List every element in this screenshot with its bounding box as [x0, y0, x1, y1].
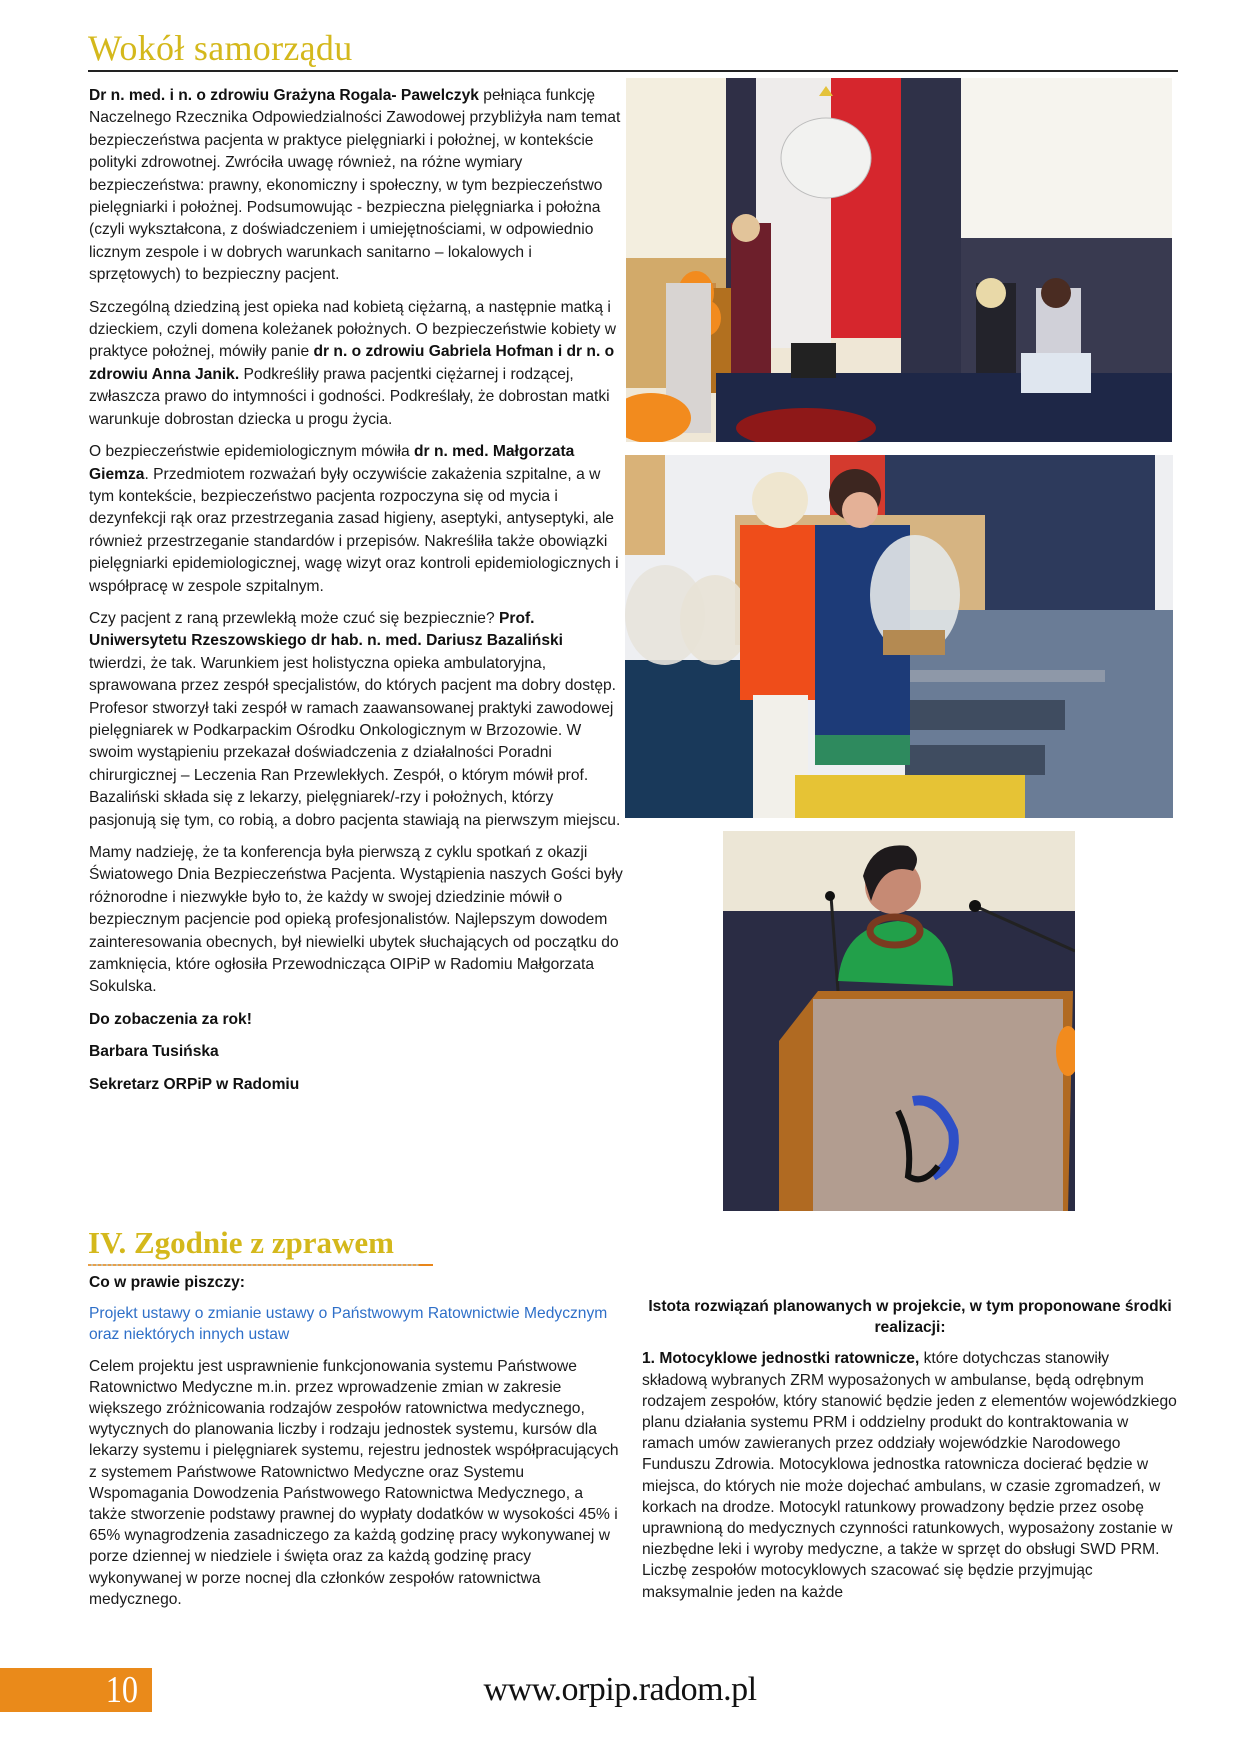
- paragraph-text: Czy pacjent z raną przewlekłą może czuć się bezpiecznie?: [89, 609, 499, 627]
- paragraph: [642, 1348, 1178, 1602]
- photo-speaker-green: [723, 831, 1075, 1211]
- section-title: Wokół samorządu: [88, 28, 353, 68]
- closing-line: [89, 1009, 624, 1031]
- paragraph: [89, 842, 624, 999]
- paragraph-text: O bezpieczeństwie epidemiologicznym mówiła: [89, 443, 415, 461]
- paragraph: [89, 297, 624, 431]
- speaker-name: Prof. Uniwersytetu Rzeszowskiego dr hab. n. med. Dariusz Bazaliński: [89, 609, 564, 650]
- subheading-text: Istota rozwiązań planowanych w projekcie, w tym proponowane środki realizacji:: [648, 1298, 1172, 1337]
- author-name: Barbara Tusińska: [89, 1043, 219, 1061]
- closing-text: Do zobaczenia za rok!: [89, 1010, 252, 1028]
- speaker-name: Dr n. med. i n. o zdrowiu Grażyna Rogala- Pawelczyk: [89, 87, 479, 104]
- item-title: 1. Motocyklowe jednostki ratownicze,: [642, 1350, 920, 1368]
- section-heading: IV. Zgodnie z zprawem: [88, 1225, 394, 1260]
- link-text[interactable]: Projekt ustawy o zmianie ustawy o Państwowym Ratownictwie Medycznym oraz niektórych innych ustaw: [89, 1305, 608, 1344]
- paragraph: Celem projektu jest usprawnienie funkcjonowania systemu Państwowe Ratownictwo Medyczne m.in. przez wprowadzenie zmian w zakresie większego zróżnicowania rodzajów zespołów ratownictwa medycznego, wytycznych do planowania liczby i rodzaju jednostek systemu, kursów dla lekarzy systemu i pielęgniarek systemu, rejestru jednostek współpracujących z systemem Państwowe Ratownictwo Medyczne oraz Systemu Wspomagania Dowodzenia Państwowego Ratownictwa Medycznego, a także stworzenie podstawy prawnej do wypłaty dodatków w wysokości 45% i 65% wynagrodzenia zasadniczego za każdą godzinę pracy wykonywanej w porze dziennej w niedziele i święta oraz za każdą godzinę pracy wykonywanej w porze nocnej dla członków zespołów ratownictwa medycznego.: [89, 1357, 619, 1608]
- photo-image: [723, 831, 1075, 1211]
- photo-conference-speaker: [626, 78, 1172, 442]
- author-role-line: [89, 1074, 624, 1096]
- photo-image: [626, 78, 1172, 442]
- author-line: [89, 1041, 624, 1063]
- page-number: 10: [105, 1669, 138, 1711]
- header-rule: [88, 70, 1178, 72]
- paragraph-text: twierdzi, że tak. Warunkiem jest holistyczna opieka ambulatoryjna, sprawowana przez zespół specjalistów, do których pacjent ma dobry dostęp. Profesor stworzył taki zespół w ramach zaawansowanej praktyki zawodowej pielęgniarek w Podkarpackim Ośrodku Onkologicznym w Brzozowie. W swoim wystąpieniu przekazał doświadczenia z działalności Poradni chirurgicznej – Leczenia Ran Przewlekłych. Zespół, o którym mówił prof. Bazaliński składa się z lekarzy, pielęgniarek/-rzy i położnych, którzy pasjonują się tym, co robią, a dobro pacjenta stawiają na pierwszym miejscu.: [89, 654, 621, 829]
- paragraph-text: Mamy nadzieję, że ta konferencja była pierwszą z cyklu spotkań z okazji Światowego Dnia Bezpieczeństwa Pacjenta. Wystąpienia naszych Gości były różnorodne i niezwykłe było to, że każdy w swojej dziedzinie mówił o bezpiecznym pacjencie pod opieką profesjonalistów. Najlepszym dowodem zainteresowania obecnych, był niewielki ubytek słuchających od początku do zamknięcia, które ogłosiła Przewodnicząca OIPiP w Radomiu Małgorzata Sokulska.: [89, 844, 623, 996]
- law-column-right: [642, 1296, 1178, 1613]
- paragraph-text: Szczególną dziedziną jest opieka nad kobietą ciężarną, a następnie matką i dzieckiem, czyli domena koleżanek położnych. O bezpieczeństwie kobiety w praktyce położnej, mówiły panie: [89, 298, 616, 361]
- page-header: [88, 28, 1178, 68]
- paragraph-text: . Przedmiotem rozważań były oczywiście zakażenia szpitalne, a w tym kontekście, bezpieczeństwo pacjenta rozpoczyna się od mycia i dezynfekcji rąk oraz przestrzegania zasad higieny, aseptyki, antyseptyki, ale również przestrzeganie standardów i przepisów. Nakreśliła także obowiązki pielęgniarki epidemiologicznej, wagę wizyt oraz kontroli epidemiologicznych i współpracę w zespole szpitalnym.: [89, 465, 619, 595]
- subheading-text: Co w prawie piszczy:: [89, 1274, 245, 1291]
- speaker-name: dr n. med. Małgorzata Giemza: [89, 443, 575, 483]
- paragraph: [89, 608, 624, 832]
- paragraph-text: które dotychczas stanowiły składową wybranych ZRM wyposażonych w ambulanse, będą odrębnym rodzajem zespołów, który stanowić będzie jeden z elementów wojewódzkiego planu działania systemu PRM i oddzielny produkt do kontraktowania w ramach umów zawieranych przez oddziały wojewódzkie Narodowego Funduszu Zdrowia. Motocyklowa jednostka ratownicza docierać będzie w miejsca, do których nie może dojechać ambulans, w czasie zgromadzeń, w korkach na drodze. Motocykl ratunkowy prowadzony będzie przez osobę uprawnioną do medycznych czynności ratunkowych, wyposażony zostanie w niezbędne leki i wyroby medyczne, a także w sprzęt do obsługi SWD PRM. Liczbę zespołów motocyklowych szacować się będzie przyjmując maksymalnie jeden na każde: [642, 1350, 1177, 1601]
- paragraph-text: Podkreśliły prawa pacjentki ciężarnej i rodzącej, zwłaszcza prawo do intymności i godności. Podkreślały, że dobrostan matki warunkuje dobrostan dziecka u progu życia.: [89, 365, 610, 428]
- author-role: Sekretarz ORPiP w Radomiu: [89, 1075, 300, 1093]
- subheading: [89, 1272, 624, 1293]
- article-column: [89, 85, 624, 1106]
- paragraph: [89, 85, 624, 287]
- law-project-link[interactable]: [89, 1303, 624, 1345]
- paragraph-text: pełniąca funkcję Naczelnego Rzecznika Odpowiedzialności Zawodowej przybliżyła nam temat bezpieczeństwa pacjenta w praktyce pielęgniarki i położnej, w kontekście polityki zdrowotnej. Zwróciła uwagę również, na różne wymiary bezpieczeństwa: prawny, ekonomiczny i społeczny, w tym bezpieczeństwo pielęgniarki i położnej. Podsumowując - bezpieczna pielęgniarka i położna (czyli wykształcona, z doświadczeniem i umiejętnościami, w odpowiednio licznym zespole i w dobrych warunkach sanitarno – lokalowych i sprzętowych) to bezpieczny pacjent.: [89, 87, 621, 284]
- photo-gift-basket: [625, 455, 1173, 818]
- law-column-left: [89, 1272, 624, 1620]
- subheading: [642, 1296, 1178, 1338]
- footer-url[interactable]: www.orpip.radom.pl: [483, 1671, 757, 1708]
- photo-image: [625, 455, 1173, 818]
- speaker-name: dr n. o zdrowiu Gabriela Hofman i dr n. o zdrowiu Anna Janik.: [89, 343, 615, 383]
- section-heading-rule: [88, 1264, 433, 1266]
- paragraph: [89, 441, 624, 598]
